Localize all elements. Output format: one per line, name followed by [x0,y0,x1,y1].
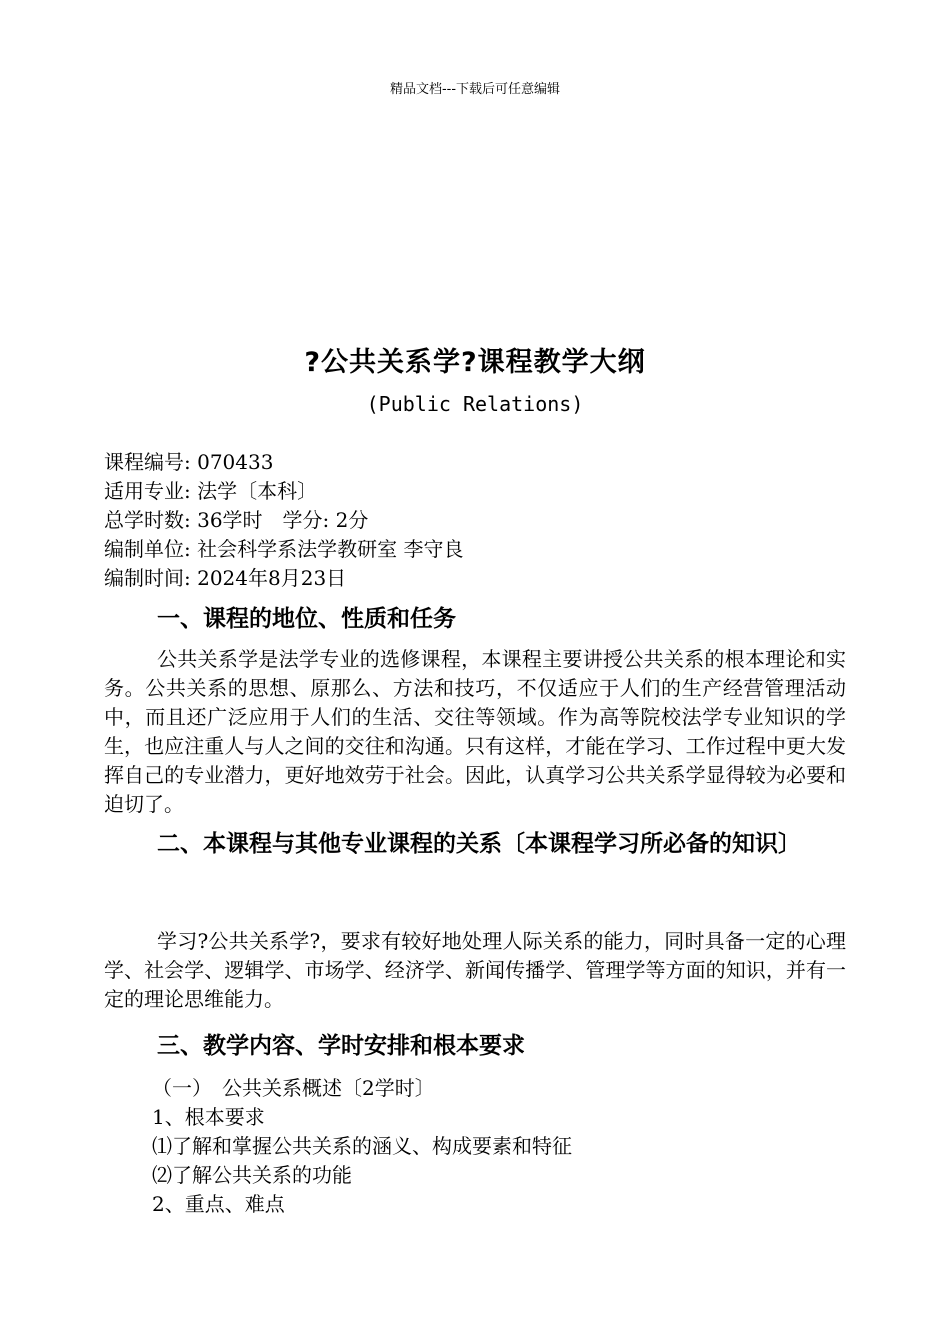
unit-label: 编制单位: [104,537,191,561]
page-header-note: 精品文档---下载后可任意编辑 [389,82,561,97]
unit-value: 社会科学系法学教研室 李守良 [197,537,464,561]
key-points-heading: 2、重点、难点 [152,1192,285,1216]
section-1-body: 公共关系学是法学专业的选修课程，本课程主要讲授公共关系的根本理论和实务。公共关系的思想、原那么、方法和技巧，不仅适应于人们的生产经营管理活动中，而且还广泛应用于人们的生活、交往等领域。作为高等院校法学专业知识的学生，也应注重人与人之间的交往和沟通。只有这样，才能在学习、工作过程中更大发挥自己的专业潜力，更好地效劳于社会。因此，认真学习公共关系学显得较为必要和迫切了。 [104,647,846,816]
hours-label: 总学时数: [104,508,191,532]
date-value: 2024年8月23日 [197,566,347,590]
unit-row [104,535,463,564]
hours-row [104,506,463,535]
requirement-item-1: ⑴了解和掌握公共关系的涵义、构成要素和特征 [152,1134,572,1158]
document-title: ?公共关系学?课程教学大纲 [304,347,646,378]
course-code-row [104,448,463,477]
date-label: 编制时间: [104,566,191,590]
section-2-heading: 二、本课程与其他专业课程的关系〔本课程学习所必备的知识〕 [157,831,801,857]
hours-value: 36学时 学分: 2分 [197,508,369,532]
section-1-heading: 一、课程的地位、性质和任务 [157,606,456,632]
date-row [104,564,463,593]
subsection-heading: （一） 公共关系概述〔2学时〕 [152,1076,435,1100]
course-code-value: 070433 [197,450,274,474]
section-3-heading: 三、教学内容、学时安排和根本要求 [157,1033,525,1059]
major-label: 适用专业: [104,479,191,503]
course-code-label: 课程编号: [104,450,191,474]
course-info-block [104,448,463,593]
document-subtitle: (Public Relations) [366,392,584,416]
major-value: 法学〔本科〕 [197,479,318,503]
requirement-item-2: ⑵了解公共关系的功能 [152,1163,352,1187]
section-2-body: 学习?公共关系学?，要求有较好地处理人际关系的能力，同时具备一定的心理学、社会学、逻辑学、市场学、经济学、新闻传播学、管理学等方面的知识，并有一定的理论思维能力。 [104,929,846,1011]
requirement-heading: 1、根本要求 [152,1105,265,1129]
major-row [104,477,463,506]
